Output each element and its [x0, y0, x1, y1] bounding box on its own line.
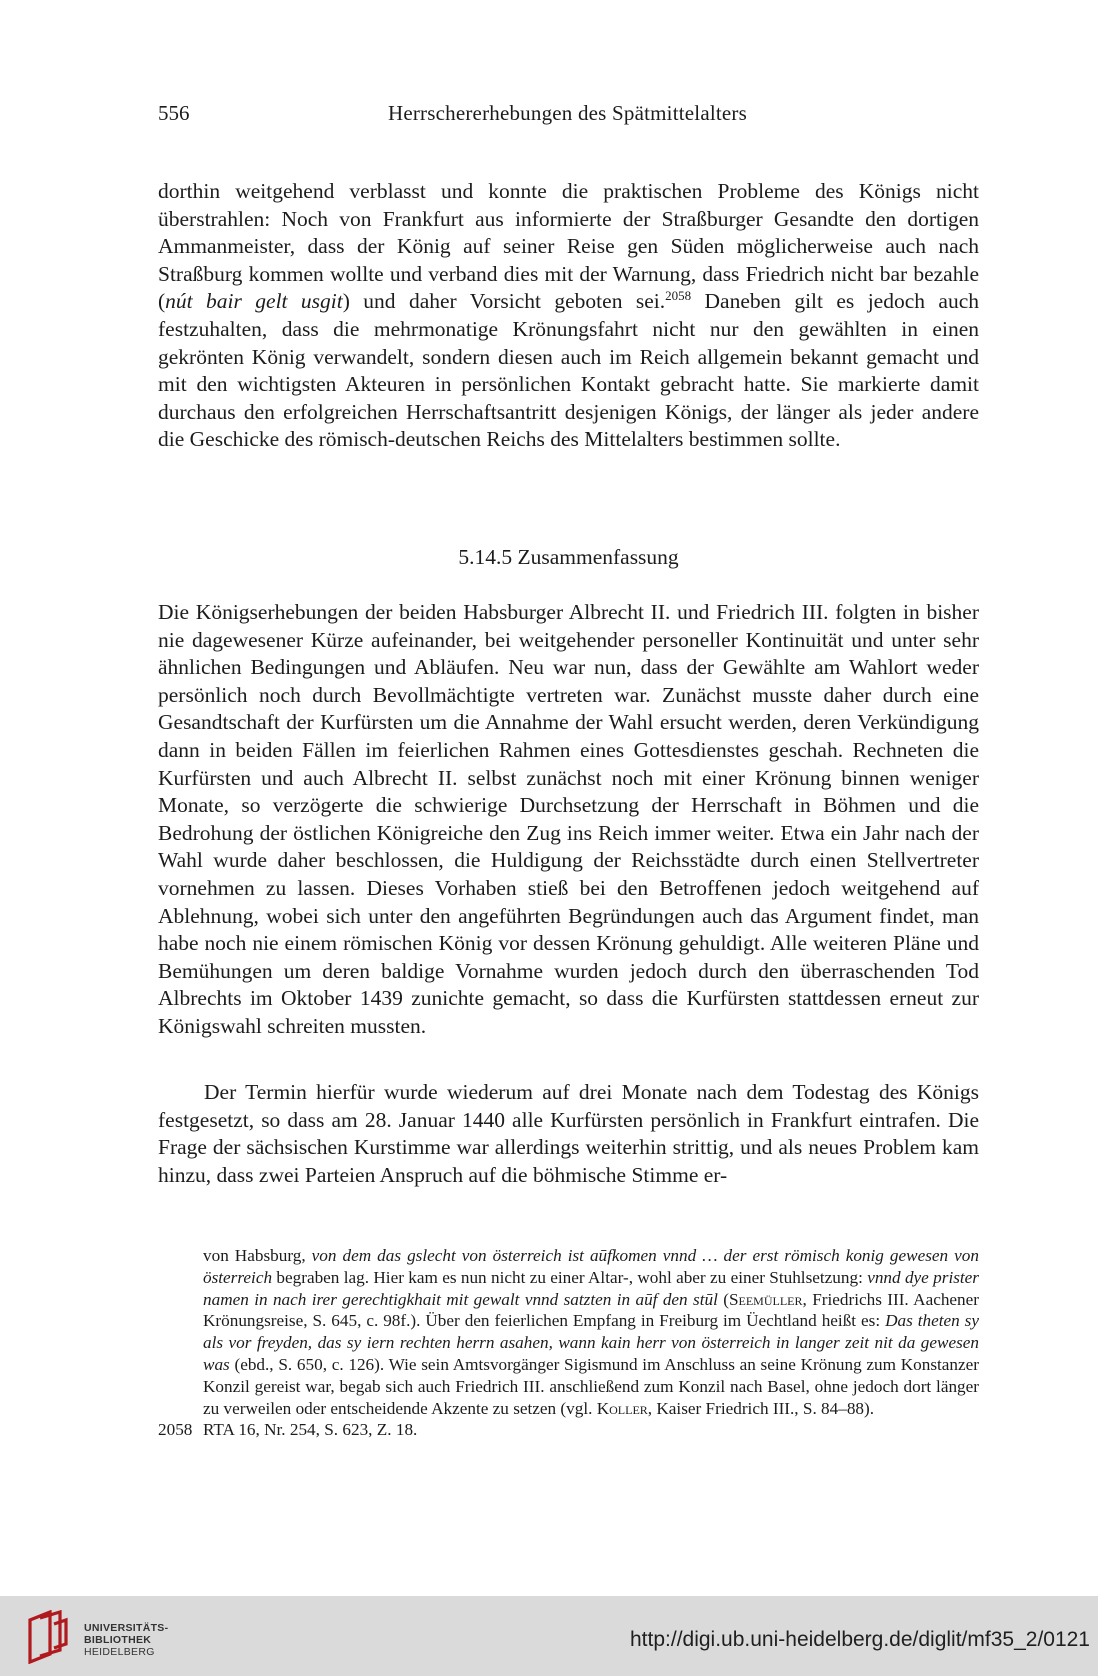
- library-logo[interactable]: [20, 1608, 170, 1664]
- body-paragraph-1: [158, 178, 979, 454]
- body-paragraph-3: [158, 1079, 979, 1189]
- library-logo-icon: [26, 1610, 70, 1664]
- viewer-footer-bar: [0, 1596, 1098, 1676]
- footnote-text: RTA 16, Nr. 254, S. 623, Z. 18.: [203, 1420, 418, 1440]
- footnote-text: , Friedrichs III. Aachener Krönungsreise, S. 645, c. 98f.). Über den feierlichen Empfang in Freiburg im Üechtland heißt es:: [203, 1289, 979, 1331]
- footnote-text: (ebd., S. 650, c. 126). Wie sein Amtsvorgänger Sigismund im Anschluss an seine Krönung zum Konstanzer Konzil gereist war, begab sich auch Friedrich III. anschließend zum Konzil nach Basel, ohne jedoch dort länger zu verweilen oder entscheidende Akzente zu setzen (vgl.: [203, 1354, 979, 1418]
- author-name: Seemüller: [728, 1289, 803, 1309]
- footnote-text: begraben lag. Hier kam es nun nicht zu einer Altar-, wohl aber zu einer Stuhlsetzung:: [272, 1267, 868, 1287]
- quoted-source-italic: nút bair gelt usgit: [165, 289, 343, 314]
- footnote-2058: [158, 1419, 979, 1441]
- logo-mark: [30, 1612, 66, 1662]
- footnote-quote: von dem das gslecht von österreich ist aūfkomen vnnd … der erst römisch konig gewesen von österreich: [203, 1246, 979, 1287]
- paragraph-text: dorthin weitgehend verblasst und konnte die praktischen Probleme des Königs nicht überstrahlen: Noch von Frankfurt aus informierte der Straßburger Gesandte den dortigen Ammanmeister, dass der König auf seiner Reise gen Süden möglicherweise auch nach Straßburg kommen wollte und verband dies mit der Warnung, dass Friedrich nicht bar bezahle (: [158, 179, 979, 314]
- paragraph-text: Daneben gilt es jedoch auch festzuhalten, dass die mehrmonatige Krönungsfahrt nicht nur den gewählten in einen gekrönten König verwandelt, sondern diesen auch im Reich allgemein bekannt gemacht und mit den wichtigsten Akteuren in persönlichen Kontakt gebracht hatte. Sie markierte damit durchaus den erfolgreichen Herrschaftsantritt desjenigen Königs, der länger als jeder andere die Geschicke des römisch-deutschen Reichs des Mittelalters bestimmen sollte.: [158, 289, 979, 452]
- footnote-reference[interactable]: 2058: [665, 288, 692, 304]
- logo-line: HEIDELBERG: [84, 1646, 155, 1658]
- footnote-number: 2058: [158, 1420, 193, 1440]
- paragraph-text: ) und daher Vorsicht geboten sei.: [342, 289, 666, 314]
- logo-line: UNIVERSITÄTS-: [84, 1622, 169, 1634]
- library-logo-text: [84, 1622, 168, 1658]
- footnote-continuation: [203, 1245, 979, 1419]
- running-title: Herrschererhebungen des Spätmittelalters: [387, 101, 748, 125]
- footnote-quote: Das theten sy als vor freyden, das sy iern rechten herrn asahen, wann kain herr von österreich in langer zeit nit da gewesen was: [203, 1311, 979, 1374]
- page-number: 556: [158, 101, 190, 125]
- footnote-text: von Habsburg,: [203, 1246, 312, 1265]
- section-heading: 5.14.5 Zusammenfassung: [458, 545, 679, 569]
- footnote-text: (: [717, 1289, 729, 1309]
- footnotes: [158, 1245, 979, 1441]
- logo-line: BIBLIOTHEK: [84, 1634, 152, 1646]
- body-paragraph-2: [158, 599, 979, 1041]
- source-url-link[interactable]: http://digi.ub.uni-heidelberg.de/diglit/mf35_2/0121: [630, 1628, 1090, 1651]
- footnote-text: , Kaiser Friedrich III., S. 84–88).: [647, 1398, 875, 1418]
- paragraph-text: Der Termin hierfür wurde wiederum auf drei Monate nach dem Todestag des Königs festgesetzt, so dass am 28. Januar 1440 alle Kurfürsten persönlich in Frankfurt eintrafen. Die Frage der sächsischen Kurstimme war allerdings weiterhin strittig, und als neues Problem kam hinzu, dass zwei Parteien Anspruch auf die böhmische Stimme er-: [158, 1080, 979, 1187]
- footnote-quote: vnnd dye prister namen in nach irer gerechtigkhait mit gewalt vnnd satzten in aūf den stūl: [203, 1267, 979, 1309]
- author-name: Koller: [596, 1398, 648, 1418]
- paragraph-text: Die Königserhebungen der beiden Habsburger Albrecht II. und Friedrich III. folgten in bisher nie dagewesener Kürze aufeinander, bei weitgehender personeller Kontinuität und unter sehr ähnlichen Bedingungen und Abläufen. Neu war nun, dass der Gewählte am Wahlort weder persönlich noch durch Bevollmächtigte vertreten war. Zunächst musste daher durch eine Gesandtschaft der Kurfürsten um die Annahme der Wahl ersucht werden, deren Verkündigung dann in beiden Fällen im feierlichen Rahmen eines Gottesdienstes geschah. Rechneten die Kurfürsten und auch Albrecht II. selbst zunächst noch mit einer Krönung binnen weniger Monate, so verzögerte die schwierige Durchsetzung der Herrschaft in Böhmen und die Bedrohung der östlichen Königreiche den Zug ins Reich immer weiter. Etwa ein Jahr nach der Wahl wurde daher beschlossen, die Huldigung der Reichsstädte durch einen Stellvertreter vornehmen zu lassen. Dieses Vorhaben stieß bei den Betroffenen jedoch weitgehend auf Ablehnung, wobei sich unter den angeführten Begründungen auch das Argument findet, man habe noch nie einem römischen König vor dessen Krönung gehuldigt. Alle weiteren Pläne und Bemühungen um deren baldige Vornahme wurden jedoch durch den überraschenden Tod Albrechts im Oktober 1439 zunichte gemacht, so dass die Kurfürsten stattdessen erneut zur Königswahl schreiten mussten.: [158, 600, 979, 1038]
